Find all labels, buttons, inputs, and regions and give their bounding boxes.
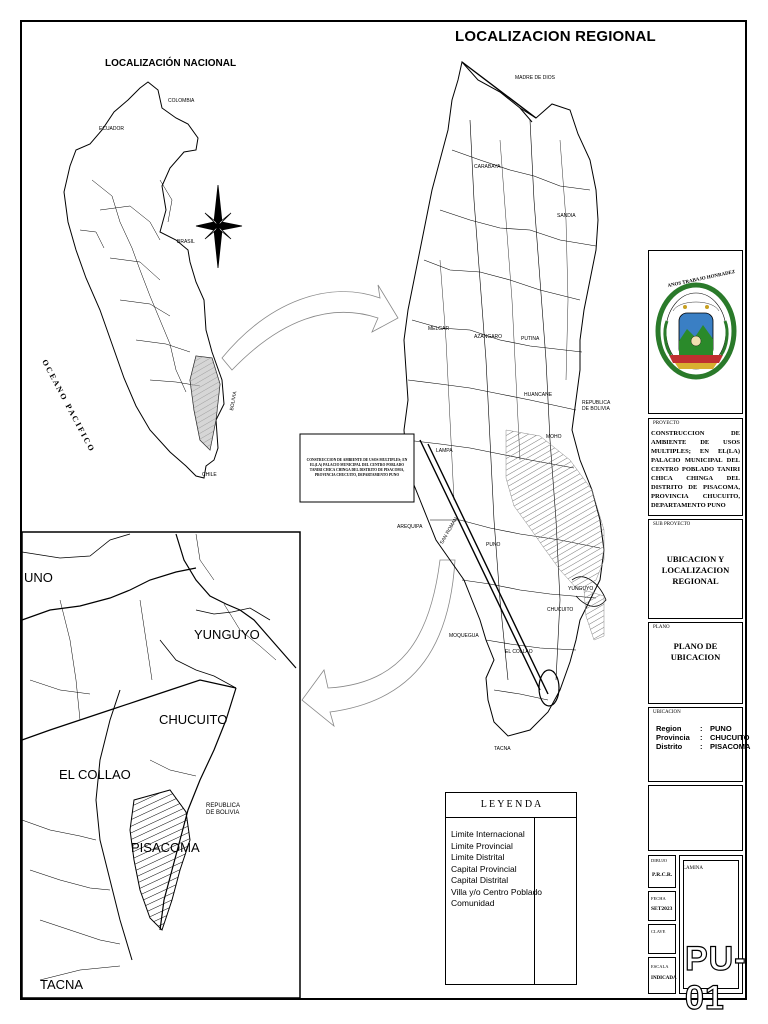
legend-item-limite-distrital: Limite Distrital	[451, 852, 505, 862]
legend-box	[445, 792, 577, 985]
neighbor-bolivia: REPUBLICA DE BOLIVIA	[582, 400, 611, 412]
escala-label: ESCALA	[651, 964, 669, 969]
plano-box	[648, 622, 743, 704]
escala-value: INDICADA	[651, 976, 677, 981]
province-yunguyo: YUNGUYO	[568, 586, 594, 592]
lamina-cell	[679, 855, 747, 1017]
detail-label-chucuito: CHUCUITO	[159, 712, 228, 727]
fecha-label: FECHA	[651, 896, 666, 901]
legend-item-capital-distrital: Capital Distrital	[451, 875, 509, 885]
detail-label-puno: UNO	[24, 570, 53, 585]
project-callout-text: CONSTRUCCION DE AMBIENTE DE USOS MULTIPLES; EN EL(LA) PALACIO MUNICIPAL DEL CENTRO POBLADO TANIRI CHICA CHINGA DEL DISTRITO DE PISACOMA, PROVINCIA CHUCUITO, DEPARTAMENTO PUNO	[306, 458, 408, 477]
dibujo-label: DIBUJO	[651, 858, 668, 863]
detail-label-bolivia: REPUBLICA DE BOLIVIA	[206, 803, 240, 816]
proyecto-box	[648, 418, 743, 516]
country-label-chile: CHILE	[202, 472, 217, 478]
pisacoma-district-hatch	[130, 790, 190, 930]
province-azangaro: AZANGARO	[474, 334, 503, 340]
empty-box	[648, 785, 743, 851]
legend-title: L E Y E N D A	[480, 799, 542, 810]
province-moho: MOHO	[546, 434, 562, 440]
plano-label: PLANO	[653, 625, 670, 630]
ubicacion-list	[656, 724, 750, 751]
subproyecto-box	[648, 519, 743, 619]
neighbor-tacna: TACNA	[494, 746, 511, 752]
north-arrow-icon	[196, 185, 242, 268]
detail-label-tacna: TACNA	[40, 977, 84, 992]
legend-item-comunidad: Comunidad	[451, 898, 495, 908]
regional-location-title: LOCALIZACION REGIONAL	[455, 28, 656, 45]
ubicacion-value: PUNO	[710, 724, 732, 733]
clave-cell	[648, 924, 676, 954]
province-huancane: HUANCANE	[524, 392, 553, 398]
dibujo-value: P.R.C.R.	[652, 872, 673, 878]
lamina-number: PU-01	[685, 940, 747, 1017]
proyecto-text: CONSTRUCCION DE AMBIENTE DE USOS MULTIPLES; EN EL(LA) PALACIO MUNICIPAL DEL CENTRO POBLADO TANIRI CHICA CHINGA DEL DISTRITO DE PISACOMA, PROVINCIA CHUCUITO, DEPARTAMENTO PUNO	[651, 430, 740, 509]
regional-map	[404, 62, 606, 736]
detail-label-pisacoma: PISACOMA	[131, 840, 200, 855]
province-putina: PUTINA	[521, 336, 540, 342]
ubicacion-label: UBICACION	[653, 710, 681, 715]
province-el-collao: EL COLLAO	[505, 649, 533, 655]
lamina-label: LAMINA	[683, 866, 703, 871]
province-puno: PUNO	[486, 542, 501, 548]
ubicacion-row-region: Region : PUNO	[656, 724, 732, 733]
escala-cell	[648, 957, 676, 994]
legend-item-capital-provincial: Capital Provincial	[451, 863, 517, 874]
subproyecto-label: SUB PROYECTO	[653, 522, 691, 527]
province-san-roman: SAN ROMAN	[438, 516, 460, 546]
ocean-label: O C E A N O P A C I F I C O	[40, 358, 96, 453]
clave-label: CLAVE	[651, 929, 666, 934]
connector-arrows	[222, 285, 455, 726]
province-lampa: LAMPA	[436, 448, 453, 454]
country-label-bolivia: BOLIVIA	[229, 390, 239, 412]
legend-item-limite-internacional: Limite Internacional	[451, 829, 525, 839]
ubicacion-key: Distrito	[656, 742, 683, 751]
legend-item-limite-provincial: Limite Provincial	[451, 840, 513, 851]
proyecto-label: PROYECTO	[653, 421, 680, 426]
neighbor-moquegua: MOQUEGUA	[449, 633, 479, 639]
seal-motto-text: ANOS TRABAJO HONRADEZ	[667, 269, 736, 290]
ubicacion-key: Region	[656, 724, 682, 733]
province-melgar: MELGAR	[428, 326, 450, 332]
ubicacion-value: CHUCUITO	[710, 733, 750, 742]
neighbor-arequipa: AREQUIPA	[397, 524, 423, 530]
plano-text: PLANO DE UBICACION	[670, 641, 721, 662]
country-label-colombia: COLOMBIA	[168, 98, 195, 104]
fecha-cell	[648, 891, 676, 921]
province-sandia: SANDIA	[557, 213, 576, 219]
detail-label-el-collao: EL COLLAO	[59, 767, 131, 782]
legend-items	[451, 829, 542, 910]
fecha-value: SET2023	[651, 906, 673, 912]
legend-item-villa: Villa y/o Centro Poblado	[451, 886, 543, 897]
ubicacion-value: PISACOMA	[710, 742, 751, 751]
province-chucuito: CHUCUITO	[547, 607, 574, 613]
ubicacion-row-distrito: Distrito : PISACOMA	[656, 742, 751, 751]
province-carabaya: CARABAYA	[474, 164, 501, 170]
detail-label-yunguyo: YUNGUYO	[194, 627, 260, 642]
logo-box	[648, 250, 743, 414]
national-location-title: LOCALIZACIÓN NACIONAL	[105, 58, 237, 69]
subproyecto-text: UBICACION Y LOCALIZACION REGIONAL	[661, 554, 730, 586]
ubicacion-key: Provincia	[656, 733, 690, 742]
country-label-brasil: BRASIL	[177, 239, 195, 245]
ubicacion-box	[648, 707, 751, 782]
country-label-ecuador: ECUADOR	[99, 126, 125, 132]
neighbor-madre-de-dios: MADRE DE DIOS	[515, 75, 556, 81]
dibujo-cell	[648, 855, 676, 888]
ubicacion-row-provincia: Provincia : CHUCUITO	[656, 733, 750, 742]
lago-titicaca-hatch	[506, 430, 604, 590]
